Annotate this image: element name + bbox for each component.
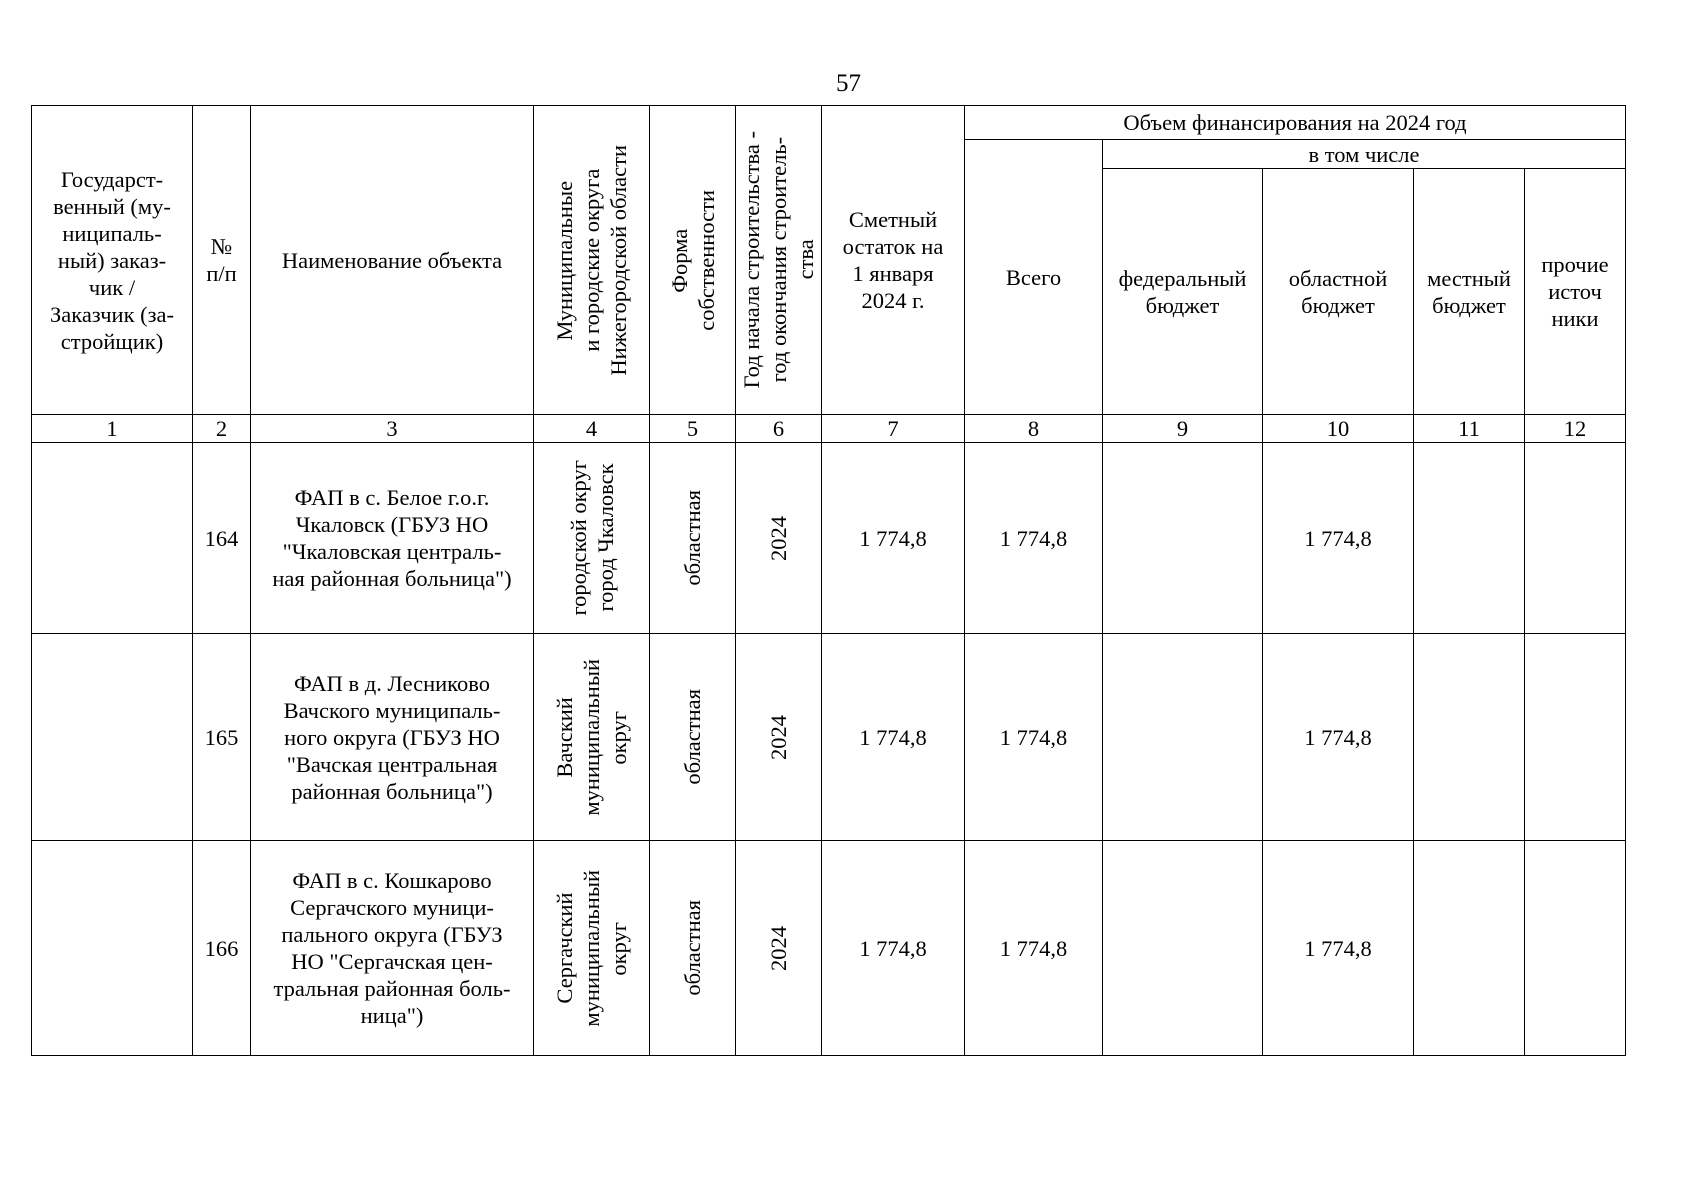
other-cell: [1525, 634, 1626, 841]
table-row: [32, 634, 1626, 841]
years-cell: 2024: [736, 443, 822, 634]
customer-cell: [32, 634, 193, 841]
object-name-cell: ФАП в д. Лесниково Вачского муниципаль- ного округа (ГБУЗ НО "Вачская центральная районная больница"): [251, 634, 534, 841]
other-cell: [1525, 443, 1626, 634]
header-number: № п/п: [193, 106, 251, 415]
district-cell: Вачский муниципальный округ: [534, 634, 650, 841]
estimate-cell: 1 774,8: [822, 841, 965, 1056]
header-total: Всего: [965, 140, 1103, 415]
regional-cell: 1 774,8: [1263, 634, 1414, 841]
column-number: 8: [965, 415, 1103, 443]
column-number: 5: [650, 415, 736, 443]
header-other: прочие источ ники: [1525, 169, 1626, 415]
federal-cell: [1103, 443, 1263, 634]
column-number: 4: [534, 415, 650, 443]
header-years: Год начала строительства - год окончания строитель- ства: [736, 106, 822, 415]
local-cell: [1414, 841, 1525, 1056]
federal-cell: [1103, 634, 1263, 841]
header-district: Муниципальные и городские округа Нижегородской области: [534, 106, 650, 415]
estimate-cell: 1 774,8: [822, 443, 965, 634]
years-cell: 2024: [736, 634, 822, 841]
object-name-cell: ФАП в с. Кошкарово Сергачского муници- пального округа (ГБУЗ НО "Сергачская цен- тральная районная боль- ница"): [251, 841, 534, 1056]
district-cell: городской округ город Чкаловск: [534, 443, 650, 634]
object-name-cell: ФАП в с. Белое г.о.г. Чкаловск (ГБУЗ НО "Чкаловская централь- ная районная больница"): [251, 443, 534, 634]
header-local: местный бюджет: [1414, 169, 1525, 415]
header-regional: областной бюджет: [1263, 169, 1414, 415]
customer-cell: [32, 443, 193, 634]
years-cell: 2024: [736, 841, 822, 1056]
total-cell: 1 774,8: [965, 443, 1103, 634]
column-number: 10: [1263, 415, 1414, 443]
table-row: [32, 841, 1626, 1056]
district-cell: Сергачский муниципальный округ: [534, 841, 650, 1056]
header-financing-title: Объем финансирования на 2024 год: [965, 106, 1626, 140]
header-including: в том числе: [1103, 140, 1626, 169]
page-number: 57: [836, 70, 861, 97]
header-ownership: Форма собственности: [650, 106, 736, 415]
column-number: 6: [736, 415, 822, 443]
total-cell: 1 774,8: [965, 634, 1103, 841]
column-number: 7: [822, 415, 965, 443]
row-number: 166: [193, 841, 251, 1056]
column-number: 11: [1414, 415, 1525, 443]
row-number: 165: [193, 634, 251, 841]
estimate-cell: 1 774,8: [822, 634, 965, 841]
column-numbers-row: [32, 415, 1626, 443]
federal-cell: [1103, 841, 1263, 1056]
header-estimate: Сметный остаток на 1 января 2024 г.: [822, 106, 965, 415]
ownership-cell: областная: [650, 841, 736, 1056]
total-cell: 1 774,8: [965, 841, 1103, 1056]
header-federal: федеральный бюджет: [1103, 169, 1263, 415]
local-cell: [1414, 634, 1525, 841]
local-cell: [1414, 443, 1525, 634]
column-number: 12: [1525, 415, 1626, 443]
column-number: 2: [193, 415, 251, 443]
header-customer: Государст- венный (му- ниципаль- ный) заказ- чик / Заказчик (за- стройщик): [32, 106, 193, 415]
header-object-name: Наименование объекта: [251, 106, 534, 415]
regional-cell: 1 774,8: [1263, 443, 1414, 634]
header-row-1: [32, 106, 1626, 140]
column-number: 9: [1103, 415, 1263, 443]
column-number: 3: [251, 415, 534, 443]
regional-cell: 1 774,8: [1263, 841, 1414, 1056]
column-number: 1: [32, 415, 193, 443]
ownership-cell: областная: [650, 443, 736, 634]
customer-cell: [32, 841, 193, 1056]
financing-table: [31, 105, 1626, 1056]
row-number: 164: [193, 443, 251, 634]
ownership-cell: областная: [650, 634, 736, 841]
table-row: [32, 443, 1626, 634]
other-cell: [1525, 841, 1626, 1056]
